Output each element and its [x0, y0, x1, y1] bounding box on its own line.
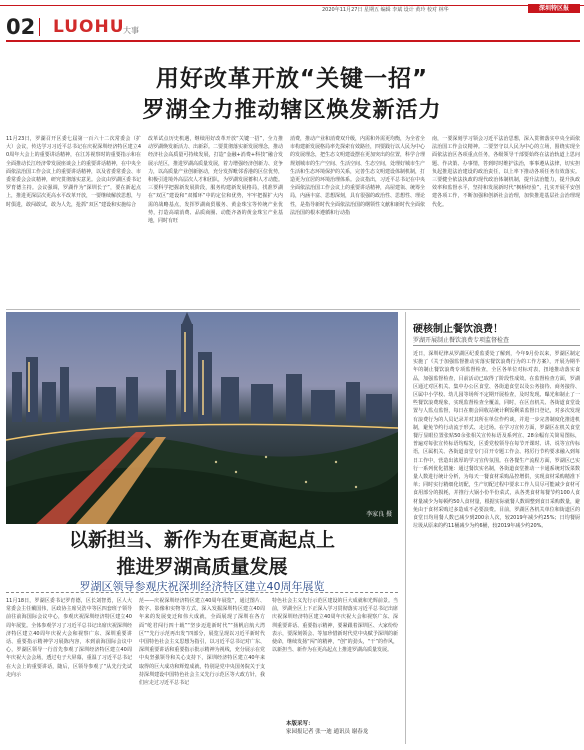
section-label: 大事: [123, 26, 139, 35]
main-story-column-1: 11月23日，罗湖召开区委七届第一百六十二次常委会（扩大）会议，传达学习习近平总书记在庆祝深圳经济特区建立40周年大会上的重要讲话精神，在江苏视察时的重要指示和在全面推动长江经济带发展座谈会上的重要讲话精神，在中央全面依法治国工作会议上的重要讲话精神，以及省委常委会、市委常委会会议精神，研究贯彻落实意见。会议由罗湖区委书记罗育德主持。会议强调，罗湖作为“深圳长子”，要在新起点上，推进更深层次更高水平改革开放，一要继续解放思想，与时俱进，敢闯敢试，敢为人先，抢抓“双区”建设和实施综合: [6, 136, 141, 208]
second-headline-line1: 以新担当、新作为在更高起点上: [68, 529, 335, 551]
byline: [286, 720, 368, 736]
byline-label: 本版采写：: [286, 721, 314, 727]
city-skyline-illustration: [6, 312, 398, 524]
paper-badge: 深圳特区报: [528, 4, 580, 13]
date-meta: 2020年11月27日 星期五 编辑 李斌 设计 黄玲 校对 林华: [322, 7, 449, 13]
side-story-title: 硬核制止餐饮浪费！: [413, 324, 503, 335]
top-rule: [0, 5, 584, 6]
second-headline-line2: 推进罗湖高质量发展: [116, 556, 288, 578]
second-story-column-2: 范——庆祝深圳经济特区建立40周年展览”，通过图片、数字、影像和实物等方式，深入发掘深圳特区建立40周年来的发展变迁和伟大成就，全面展现了深圳在各方面“屹君闯行四十载”“坚步迈进新时代”“扬帆启航大湾区”“先行示范再出发”四部分，展览呈现以习近平新时代中国特色社会主义思想为指引，以习近平总书记对广东、深圳重要讲话和重要指示批示精神为视线，充分展示在党中央坚强领导和关心支持下，深圳经济特区建立40年来取得的巨大成功和辉煌成就，特别是党中央国务院关于支持深圳建设中国特色社会主义先行示范区等大政方针，我们应走过习近平总书记: [139, 598, 265, 687]
second-subhead: 罗湖区领导参观庆祝深圳经济特区建立40周年展览: [79, 580, 325, 593]
column-divider: [405, 312, 406, 744]
side-story-subtitle: 罗湖开展制止餐饮浪费专项监督检查: [413, 337, 510, 344]
byline-names: 家园报记者 张一迪 通讯员 谢春龙: [286, 729, 369, 735]
page-number: 02: [6, 15, 36, 39]
main-headline-line1: 用好改革开放“关键一招”: [155, 66, 429, 92]
main-story-column-3: 消费，推动产业和消费双升级，内需和外需更均衡，为全省全市构建新发展格局率先探索有效路径，四要践行以人民为中心的发展理念，把生态文明建设摆在更加突出的位置，科学合理规划城市的生产空间、生活空间、生态空间，处理好城市生产生活和生态环境保护的关系，完善生态文明建设体制机制，打造更为宜居的环境治理体系。会议指出，习近平总书记在中央全面依法治国工作会议上的重要讲话精神，高屋建瓴、统筹全局，内涵丰富、思想深刻，具有很强的政治性、思想性、理论性，是指导新时代全面依法治国的纲领性文献和新时代全面依法治国的根本遵循和行动指: [290, 136, 425, 216]
section-name: LUOHU: [53, 17, 125, 37]
subhead-rule: [6, 592, 398, 595]
second-story-column-3: 特色社会主义先行示范区建设的巨大成就和光辉前景。当前，罗湖全区上下正深入学习贯彻落实习近平总书记出席庆祝深圳经济特区建立40周年庆祝大会和视察广东、深圳重要讲话、重要指示精神，要紧跟着深圳区、大家纷纷表示，要深刻领会、等加珍惜新时代党中央赋予深圳的新使命，继续发扬“闯”的精神，“创”的劲头，“干”的作风，以新担当、新作为在更高起点上推进罗湖高质量发展。: [272, 598, 398, 654]
photo-credit: 李家良 摄: [366, 511, 392, 518]
section-rule: [6, 40, 580, 42]
side-story-rule: [413, 345, 580, 346]
story-divider: [6, 309, 580, 310]
page-number-divider: [39, 18, 40, 36]
side-story-body: 近日，深圳纪律从罗湖区纪委监委处了解到，今年9月份以来，罗湖区制定实施了《关于加强监督推动实落实餐饮浪费行为的工作方案》，开展为期半年的制止餐饮浪费专项监督检查，全区各单位对标对表，扭地推动落实食品，加强监督检查，目前活动已取得了阶段性成效。在监督检查方面，罗湖区通过对区机关、集中办公区食堂、各街道食堂以及公务接待、商务接待、区属中小学校、幼儿园等场所不定期开展检查，及时发现、曝光和制止了一些餐饮浪费现象，实现监督检查全覆盖，同时，在区直机关、各街道食堂设置与人监点监督，每日在朝会回收站统计剩饭剩菜监督日登记，对多次发现有浪费行为的人员记录并对其所在单位作约谈，并进一步完善制度化推进机制，避免节约行动流于形式、走过场。在学习宣传方面，罗湖区在机关食堂餐厅显眼位置张贴50余张相关宣传标语及系列宣、28余幅有关简易图标，普遍对每张宣传标语均贴发，区委党校领导在每节开课时、讲、说等宣传标语，区属机关、各街道食堂专门召开专题工作会、将厉行节约要求融入到每日工作中，营造出浓厚的学习宣传氛围。在各餐生产流程方面，罗湖区已实行一系列优化措施：通过餐饮实名制，各街道食堂推动一卡通系统对饭菜数量人数进行统计分析，为每天一餐食材采购品控增供，实现食材采购精准下单；同时实行精细化切配，生产切配过程中要求工作人员尽可能减少食材可食用部分的损耗，并推行大锅小份半份菜式，从各类食材每餐节约100人食材量减少为每顿约50人食材量，根据实际就餐人数调整到食日采购数量，避免由于食材采购过多造成不必要浪费。目前，罗湖区各机关单位和街道区的食堂日均用餐人数已减少到200余人次，较2019年减少约25%；日均餐厨垃圾从原来的约11桶减少为约6桶，较2019年减少约20%。: [413, 351, 580, 530]
second-story-column-1: 11月18日，罗湖区委书记罗育德，区长刘智勇，区人大常委会主任戴国伟，区政协主席吴浩中等区四套班子领导前往前海国际会议中心，参观庆祝深圳经济特区建立40周年展览。全体参观学习了习近平总书记出席庆祝深圳经济特区建立40周年庆祝大会和视察广东、深圳重要讲话、重要指示精神学习展陈内容，本到前海国际会议中心，罗湖区领导一行首先参观了深圳经济特区建立40周年庆祝大会会场，透过屯子大屏幕，重温了习近平总书记在大会上的重要讲话，随后，区领导参观了“从先行先试走向示: [6, 598, 132, 678]
main-headline-line2: 罗湖全力推动辖区焕发新活力: [142, 98, 442, 123]
main-story-column-2: 改革试点历史机遇，继续用好改革开放“关键一招”，全力推动罗湖焕发新活力、出新彩。二要贯彻落实新发展理念，推动经济社会高质量可持续发展，打造“金融+消费+科技”融合发展示范区，推进罗湖高质量发展，着力增强经济创新力、竞争力，以高质量产业创新驱动，充分发挥毗邻香港的区位优势，积极引进境外高层次人才和团队，为罗湖发展蓄积人才动能。三要科学把握新发展阶段，服务构建新发展格局，找准罗湖在“双区”建设和“双循环”中的定位和优势，牢牢把握扩大内需的战略基点，发挥罗湖商贸服务、黄金珠宝等传统产业优势，打造高端消费、品质商圈、动能齐备的黄金珠宝产业基地，同时有旺: [148, 136, 283, 225]
main-story-column-4: 南，一要深刻学习领会习近平法治思想，深入贯彻落实中央全面依法治国工作会议精神。二要坚守以人民为中心的立场，围绕实现全面依法治区各项重点任务，各级领导干部要始终在法治轨道上思问题、作决策、办事情，答到时时维护法治，事事遵从法律，切实担负起推进法治建设的政治责任，以上率下推动各项任务有效落实。三要健全依法执政的现代政治体制机制，提升法治能力，提升执政效率和监督水平，坚持和发展新时代“枫桥经验”，扎实开展平安创建各项工作，不断加强和创新社会治理，加快推进基层社会治理现代化。: [432, 136, 580, 208]
city-photo: [6, 312, 398, 524]
